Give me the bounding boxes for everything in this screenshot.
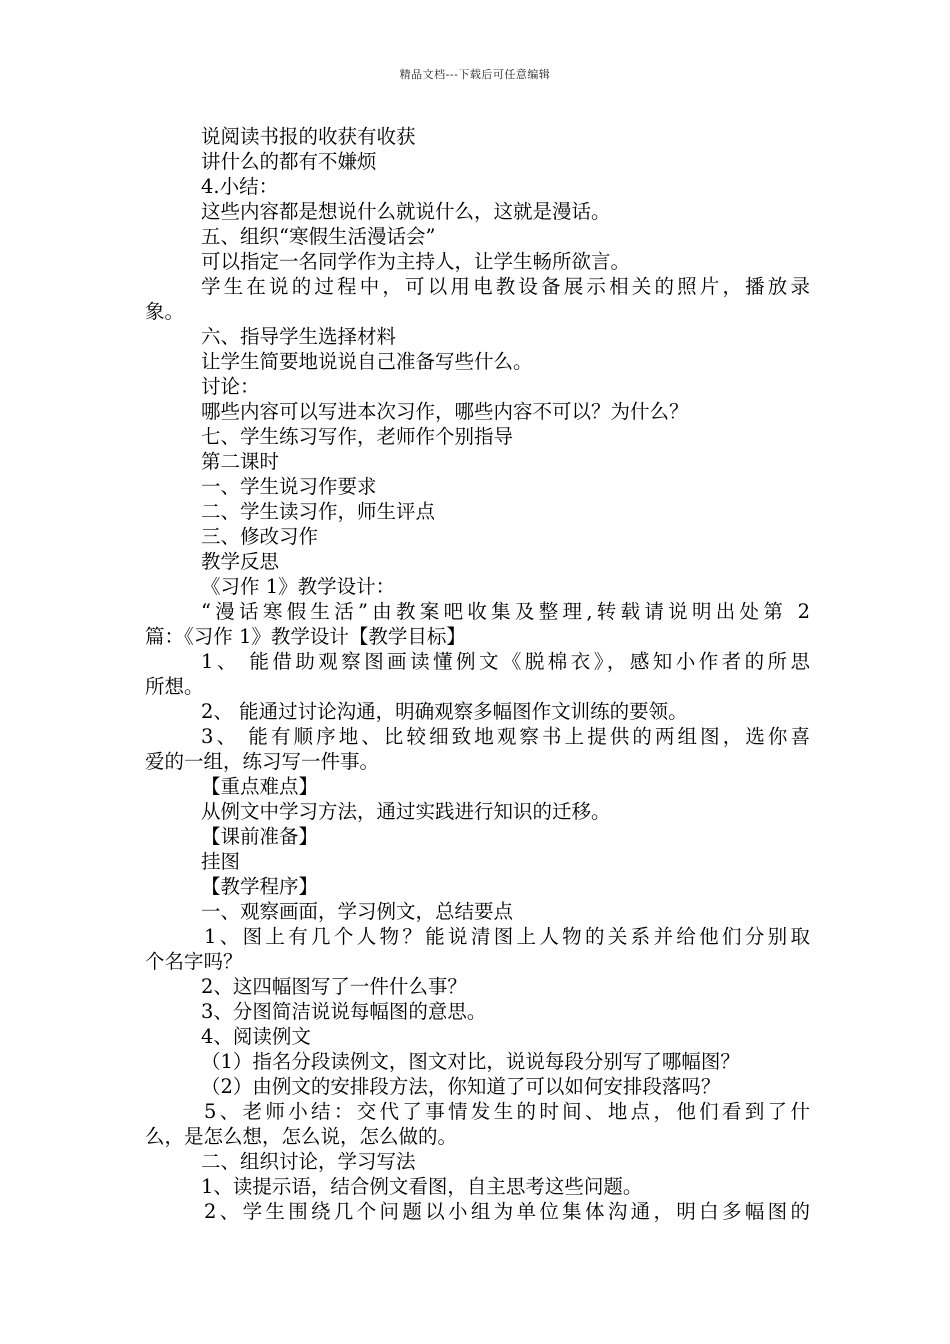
text-line: 可以指定一名同学作为主持人，让学生畅所欲言。 bbox=[201, 250, 631, 273]
text-line: 《习作 1》教学设计： bbox=[201, 575, 396, 598]
text-line: 一、观察画面，学习例文，总结要点 bbox=[201, 900, 514, 923]
text-line: 【重点难点】 bbox=[201, 775, 319, 798]
text-line: 【教学程序】 bbox=[201, 875, 319, 898]
text-line: （1）指名分段读例文，图文对比，说说每段分别写了哪幅图？ bbox=[201, 1050, 740, 1073]
text-line: 学生在说的过程中，可以用电教设备展示相关的照片，播放录 bbox=[201, 275, 810, 298]
text-line: 一、学生说习作要求 bbox=[201, 475, 377, 498]
text-line: 4.小结： bbox=[201, 175, 279, 198]
text-line: 哪些内容可以写进本次习作，哪些内容不可以？为什么？ bbox=[201, 400, 689, 423]
text-line: 2、这四幅图写了一件什么事？ bbox=[201, 975, 467, 998]
text-line: 教学反思 bbox=[201, 550, 280, 573]
text-line: 1、读提示语，结合例文看图，自主思考这些问题。 bbox=[201, 1175, 643, 1198]
text-line: 个名字吗？ bbox=[145, 950, 243, 973]
text-line: 从例文中学习方法，通过实践进行知识的迁移。 bbox=[201, 800, 611, 823]
text-line: 象。 bbox=[145, 300, 185, 323]
text-line: 让学生简要地说说自己准备写些什么。 bbox=[201, 350, 533, 373]
text-line: 么，是怎么想，怎么说，怎么做的。 bbox=[145, 1125, 458, 1148]
text-line: （2）由例文的安排段方法，你知道了可以如何安排段落吗？ bbox=[201, 1075, 721, 1098]
text-line: 4、阅读例文 bbox=[201, 1025, 311, 1048]
text-line: 六、指导学生选择材料 bbox=[201, 325, 397, 348]
text-line: 爱的一组，练习写一件事。 bbox=[145, 750, 380, 773]
text-line: 讲什么的都有不嫌烦 bbox=[201, 150, 377, 173]
text-line: 5、老师小结：交代了事情发生的时间、地点，他们看到了什 bbox=[204, 1100, 810, 1123]
text-line: 挂图 bbox=[201, 850, 241, 873]
document-body bbox=[145, 124, 810, 1224]
text-line: 1、图上有几个人物？能说清图上人物的关系并给他们分别取 bbox=[204, 925, 810, 948]
text-line: 这些内容都是想说什么就说什么，这就是漫话。 bbox=[201, 200, 611, 223]
text-line: 2、学生围绕几个问题以小组为单位集体沟通，明白多幅图的 bbox=[204, 1200, 810, 1223]
text-line: 五、组织“寒假生活漫话会” bbox=[201, 225, 436, 248]
page-header: 精品文档---下载后可任意编辑 bbox=[399, 68, 551, 81]
text-line: 3、 能有顺序地、比较细致地观察书上提供的两组图，选你喜 bbox=[201, 725, 810, 748]
text-line: 2、 能通过讨论沟通，明确观察多幅图作文训练的要领。 bbox=[201, 700, 688, 723]
text-line: 说阅读书报的收获有收获 bbox=[201, 125, 416, 148]
text-line: 1、 能借助观察图画读懂例文《脱棉衣》，感知小作者的所思 bbox=[201, 650, 810, 673]
text-line: 所想。 bbox=[145, 675, 204, 698]
text-line: 3、分图简洁说说每幅图的意思。 bbox=[201, 1000, 487, 1023]
text-line: 三、修改习作 bbox=[201, 525, 319, 548]
text-line: 篇：《习作 1》教学设计【教学目标】 bbox=[145, 625, 466, 648]
text-line: “漫话寒假生活”由教案吧收集及整理,转载请说明出处第 2 bbox=[201, 600, 810, 623]
text-line: 七、学生练习写作，老师作个别指导 bbox=[201, 425, 514, 448]
text-line: 第二课时 bbox=[201, 450, 280, 473]
text-line: 讨论： bbox=[201, 375, 260, 398]
text-line: 二、学生读习作，师生评点 bbox=[201, 500, 436, 523]
text-line: 【课前准备】 bbox=[201, 825, 319, 848]
text-line: 二、组织讨论，学习写法 bbox=[201, 1150, 416, 1173]
